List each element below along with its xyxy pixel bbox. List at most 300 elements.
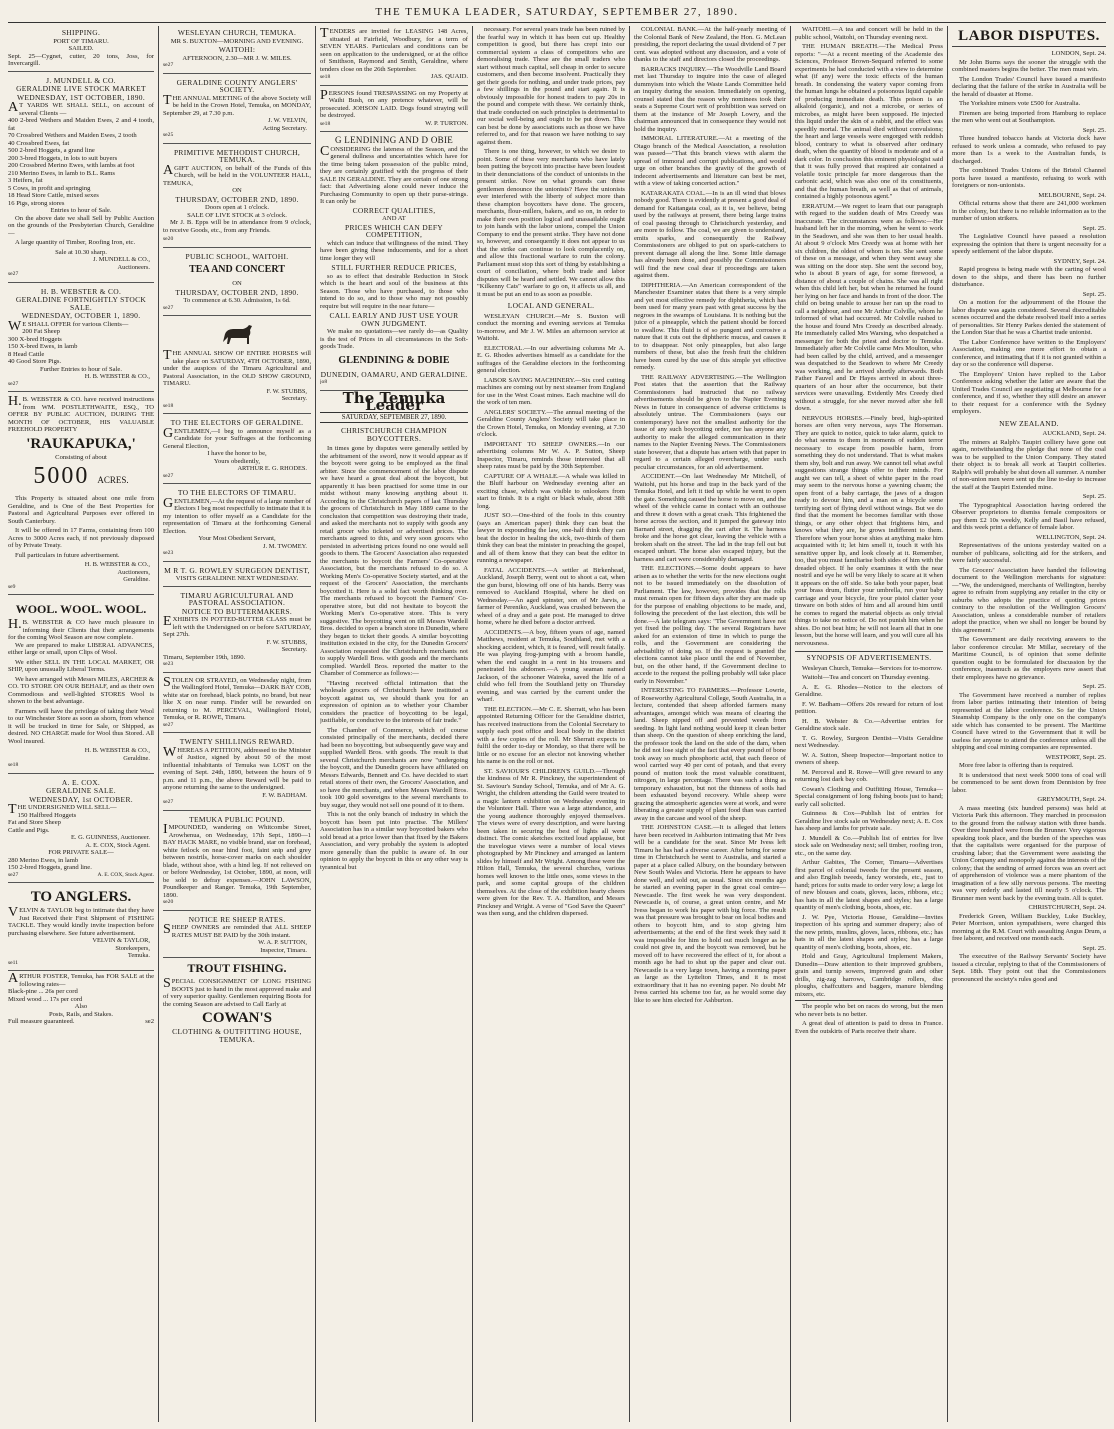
advert-title: PRIMITIVE METHODIST CHURCH, TEMUKA.	[173, 147, 301, 164]
horse-show-advert	[163, 318, 311, 414]
advert-text: GENTLEMEN,—At the request of a large number of Electors I beg most respectfully to intimate that it is my intention to offer myself as a Candidate for the representation of Timaru at the forthcoming General Election.	[163, 495, 311, 535]
column-rule	[315, 26, 316, 1422]
webster-stock-advert	[8, 285, 154, 393]
advert-subtitle: DUNEDIN, OAMARU, AND GERALDINE.	[320, 369, 468, 379]
dispatch-text: The Typographical Association having ordered the Observer proprietors to dismiss female compositors or pay them £2 10s weekly, Kelly and Basil have refused, and this week print a defiance of female labor.	[952, 501, 1106, 531]
advert-code: se18	[8, 762, 19, 768]
advert-headline: PRICES WHICH CAN DEFY COMPETITION,	[344, 222, 444, 239]
dispatch-dateline: Sept. 25.	[1082, 493, 1106, 500]
mundell-item: 200 Crossbred Merino Ewes, with lambs at foot	[8, 162, 135, 169]
news-item: LABOR SAVING MACHINERY.—Six cord cutting machines are coming out by next steamer from England for use in the West Coast mines. Each machine will do the work of ten men.	[477, 376, 625, 406]
advert-headline: TEA AND CONCERT	[189, 264, 285, 275]
advert-code: se27	[163, 799, 174, 805]
news-item: ERRATUM.—We regret to learn that our paragraph with regard to the sudden death of Mrs Creedy was inaccurate. The circumstances were as follows:—Her husband left her in the morning, when he went to work in the Seadown, and she was then to her usual health. At about 9 o'clock Mrs Creedy was at home with her six children, the oldest of whom is ten. She sent some of these on a message, and when they went away she was sitting on the door step. She sent the second boy, who is about 8 years of age, for some firewood, a distance of about a couple of chains. She was all right when this child left her, but when he returned he found her lying on her face and hands in front of the door. The child on being unable to arouse her ran up the road to call a neighbour, and one Mr Arthur Colville, whom he informed of what had occurred. Mr Colville rushed to the house and found Mrs Creedy as described already. He immediately called Mrs Warsing, who despatched a messenger for both the priest and doctor to Temuka. Immediately after Mr Colville came Mrs Moulton, who had been called by the child, arrived, and a messenger was despatched to the Seadown to where Mr Creedy was working, and he arrived shortly afterwards. Both Father Fauvel and Dr Hayes arrived in about three-quarters of an hour after the occurrence, but their services were unavailing. Evidently Mrs Creedy died without a struggle, for she never moved after she fell down.	[795, 202, 943, 412]
advert-text: WHEREAS A PETITION, addressed to the Minister of Justice, signed by about 50 of the most influential inhabitants of Temuka was LOST on the evening of Sept. 24th, 1890, between the hours of 9 p.m. and 11 p.m., the above Reward will be paid to anyone returning the same to the undersigned.	[163, 744, 311, 791]
page-masthead: THE TEMUKA LEADER, SATURDAY, SEPTEMBER 27, 1890.	[375, 6, 739, 18]
synopsis-item: Guinness & Cox—Publish list of entries for Geraldine live stock sale on Wednesday next; A. E. Cox has sheep and lambs for private sale.	[795, 810, 943, 832]
advert-text: ON	[232, 187, 242, 194]
news-item: ST. SAVIOUR'S CHILDREN'S GUILD.—Through the kindness of Mr R. Pinckney, the superintendent of St. Saviour's Sunday School, Temuka, and of Mr A. G. Wright, the children attending the Guild were treated to a magic lantern exhibition on Wednesday evening in the Volunteer Hall. There was a large attendance, and the young audience thoroughly enjoyed themselves. The views were of every description, and were having been taken in securing the best of lights all were distinct. The comic sketches excited loud applause, but the travelogue views were a number of local views photographed by Mr Pinckney and arranged as lantern slides by himself and Mr Wright. Among these were the Hilton Hall, Temuka, the several churches, various homes well known to the little ones, some views in the park, and some capital groups of the children themselves. At the close of the exhibition hearty cheers were given for the Rev. T. A. Hamilton, and Messrs Pinckney and Wright. A verse of "God Save the Queen" was then sung, and the children dispersed.	[477, 767, 625, 917]
advert-signature: Secretary.	[281, 395, 307, 402]
mundell-item: 200 3-bred Hoggets, in lots to suit buyers	[8, 154, 118, 162]
cox-private-item: 280 Merino Ewes, in lamb	[8, 856, 79, 864]
advert-signature: Secretary.	[281, 646, 307, 653]
dispatch-text: Mr John Burns says the sooner the struggle with the combined masters begins the better. The men must win.	[952, 58, 1106, 73]
trout-advert	[163, 960, 311, 1043]
advert-text: AFTERNOON, 2.30—MR J. W. MILES.	[182, 54, 292, 62]
news-item: DIPHTHERIA.—An American correspondent of the Manchester Examiner states that there is a very simple and yet most effective remedy for diphtheria, which has been used for many years past with great success by the negroes in the swamps of Louisiana. It is nothing but the juice of a pineapple, which the patient should be forced to swallow. This fluid is of so pungent and corrosive a nature that it cuts out the diphtheric mucus, and causes it to to disappear. Not only pineapples, but also large numbers of these, but also the fresh fruit the children have been cured by the use of this simple yet effective remedy.	[634, 281, 786, 371]
advert-text: It will be offered in 17 Farms, containing from 100 Acres to 3000 Acres each, if not previously disposed of by Private Treaty.	[8, 527, 154, 549]
advert-text: VELVIN & TAYLOR beg to intimate that they have Just Received their First Shipment of FISHING TACKLE. They would kindly invite inspection before purchasing elsewhere. See future advertisement.	[8, 905, 154, 937]
advert-text: AND AT	[382, 215, 406, 222]
advert-code	[8, 872, 154, 880]
advert-text: We either SELL IN THE LOCAL MARKET, OR SHIP, upon unusually Liberal Terms.	[8, 658, 154, 673]
mundell-item: 400 2-bred Wethers and Maiden Ewes, 2 and 4 tooth, fat	[8, 117, 154, 132]
advert-signature: W. P. TURTON.	[425, 119, 468, 127]
advert-headline: STILL FURTHER REDUCE PRICES,	[331, 263, 457, 272]
synopsis-item: Cowan's Clothing and Outfitting House, Temuka—Special consignment of long fishing boots just to hand; early call solicited.	[795, 785, 943, 808]
dispatch-text: The Labor Conference have written to the Employers' Association, making one more effort to obtain a conference, and intimating that if it is not granted within a day or so the conference will disperse.	[952, 338, 1106, 368]
webster-item: 300 X-bred Hoggets	[8, 335, 62, 343]
dispatch-text: The Grocers' Association have handed the following document to the Wellington merchants for signature:—"We, the undersigned, merchants of Wellington, hereby agree to refrain from supplying any retailer in the city or suburbs who adopts the practice of quoting prices contrary to the resolution of the Wellington Grocers' Association, unless a considerable number of retailers adopt the practice, when we shall no longer be bound by this agreement."	[952, 566, 1106, 634]
dispatch-text: The Legislative Council have passed a resolution expressing the opinion that there is urgent necessity for a speedy settlement of the labor dispute.	[952, 233, 1106, 255]
methodist-advert	[163, 146, 311, 248]
advert-date: THURSDAY, OCTOBER 2ND, 1890.	[175, 194, 299, 204]
advert-text: I have the honor to be,	[207, 450, 267, 457]
advert-title: TROUT FISHING.	[187, 961, 287, 975]
news-item: WESLEYAN CHURCH.—Mr S. Buxton will conduct the morning and evening services at Temuka to-morrow, and Mr J. W. Miles an afternoon service at Waitohi.	[477, 312, 625, 342]
advert-code: se20	[163, 236, 174, 242]
advert-text: SALE OF LIVE STOCK at 3 o'clock.	[187, 211, 287, 219]
advert-code: se27	[163, 721, 174, 728]
news-item: ACCIDENT.—On last Wednesday Mr Mitchell, of Waitohi, put his horse and trap in the back yard of the Temuka Hotel, and left it tied up while he went to open the gate. Something caused the horse to move on, and the wheel of the vehicle came in contact with an outhouse and threw it down with a great crash. This frightened the horse across the section, and it jumped the gateway into Barnard street, dragging the cart after it. The harness broke and the horse got clear, leaving the vehicle with a broken shaft on the street. The lad in the trap fell out but escaped unhurt. The horse also escaped injury, but the harness and cart were considerably damaged.	[634, 473, 786, 563]
advert-signature: H. B. WEBSTER & CO.,	[84, 561, 150, 568]
newspaper-date: SATURDAY, SEPTEMBER 27, 1890.	[320, 412, 468, 424]
trespass-advert	[320, 88, 468, 133]
advert-footer	[320, 73, 468, 82]
news-item: IMMORAL LITERATURE.—At a meeting of the Otago branch of the Medical Association, a resolution was passed—"That this branch views with alarm the spread of immoral and corrupt publications, and would urge on other branches the gravity of the growth of indecent advertisements and literature can best be met, with a view of taking concerted action."	[634, 135, 786, 187]
synopsis-item: Arthur Gabites, The Corner, Timaru—Advertises first parcel of colonial tweeds for the present season, and also English tweeds, fancy worsteds, etc., just to hand; prices for suits made to order very low; a large lot of new blouses and coats, gloves, laces, ribbons, etc.; has hats in all the latest shapes and styles; has a large quantity of men's clothing, boots, shoes, etc.	[795, 859, 943, 911]
raukapuka-advert	[8, 394, 154, 595]
advert-title: TO ANGLERS.	[30, 889, 132, 905]
glendining-advert	[320, 134, 468, 391]
news-item: COLONIAL BANK.—At the half-yearly meeting of the Colonial Bank of New Zealand, the Hon. G. McLean presiding, the report declaring the usual dividend of 7 per cent. was adopted without any discussion, and a vote of thanks to the staff and directors closed the proceedings.	[634, 26, 786, 63]
column-3	[320, 26, 468, 1424]
advert-text: Yours obediently,	[213, 457, 261, 465]
column-rule	[629, 26, 630, 1422]
dispatch-dateline: Sept. 25.	[1082, 683, 1106, 690]
editorial-paragraph: In times gone by disputes were generally settled by the arbitrament of the sword, now it would appear as if the boycott were going to be employed as the final arbiter. Since the commencement of the labor dispute we have heard a great deal about the boycott, but apparently it has been practised for some time in our midst without many knowing anything about it. According to the Christchurch papers of last Thursday the grocers of Christchurch in May 1889 came to the conclusion that competition was destroying their trade, and asked the merchants not to supply with goods any retail grocer who ticketed or advertised prices. The merchants agreed to this, and very soon grocers who persisted in advertising prices found no one would sell goods to them. The Grocers' Association also requested the merchants to boycott the Farmers' Co-operative Association, but the merchants refused to do so. A Working Men's Co-operative Society started, and at the request of the Grocers' Association, the merchants boycotted it. Here is a solid fact worth thinking over. The merchants refused to boycott the Farmers' Co-operative store, but did not hesitate to boycott the Working Men's Co-operative store. This is very suggestive. The boycotting went on till Messrs Wardell Bros. decided to open a branch store in Dunedin, where they began to ticket their goods. A similar boycotting institution existed in the city, for the Dunedin Grocers' Association requested the Christchurch merchants not to supply Wardell Bros. with goods and the merchants complied. Wardell Bros. reported the matter to the Chamber of Commerce as follows:—	[320, 445, 468, 677]
advert-code: se2	[145, 1018, 154, 1025]
advert-text: We have arranged with Messrs MILES, ARCHER & CO. TO STORE ON OUR BEHALF, and as their own Commodious and well-lighted STORES Wool is shown to the best advantage.	[8, 675, 154, 705]
advert-signature: J. MUNDELL & CO.,	[93, 256, 150, 263]
news-item: BARRACKS INQUIRY.—The Woodville Land Board met last Thursday to inquire into the case of alleged dummyism into which the Waste Lands Committee held an inquiry during the session. Immediately on opening, counsel stated that the reason why nominees took their seats a Supreme Court writ of prohibition was served on them at the instance of Mr Joseph Lowry, and the chairman announced that in consequence they would not hold the inquiry.	[634, 65, 786, 133]
column-rule	[947, 26, 948, 1422]
news-item: WAITOHI.—A tea and concert will be held in the public school, Waitohi, on Thursday evening next.	[795, 26, 943, 41]
stolen-advert	[163, 675, 311, 734]
advert-text: We are prepared to make LIBERAL ADVANCES, either large or small, upon Clips of Wool.	[8, 641, 154, 656]
dispatch-text: The London Trades' Council have issued a manifesto declaring that the failure of the strike in Australia will be the herald of disaster at Home.	[952, 75, 1106, 98]
tenders-advert	[320, 26, 468, 86]
advert-signature: H. B. WEBSTER & CO.,	[84, 747, 150, 754]
mundell-item: 5 Cows, in profit and springing	[8, 184, 91, 192]
masthead-rule	[8, 22, 1106, 23]
synopsis-item: M. Perceval and R. Rowe—Will give reward to any returning lost dark bay cob.	[795, 768, 943, 783]
advert-text: Doors open at 1 o'clock.	[205, 204, 269, 211]
news-item: THE ELECTION.—Mr C. E. Sherratt, who has been appointed Returning Officer for the Geraldine district, has received instructions from the Colonial Secretary to supply each post office and local body in the district with a few copies of the roll. Mr Sherratt expects to fulfil the order to-day or Monday, so that there will be little or no excuse for an elector not knowing whether his name is on the roll or not.	[477, 705, 625, 765]
news-item: THE RAILWAY ADVERTISING.—The Wellington Post states that the assertion that the Railway Commissioners had instructed that no railway advertisements should be given to the Napier Evening News in future in consequence of adverse criticisms is absolutely untrue. The Commissioners (says our contemporary) have not the smallest authority for the issue of any such boycotting order, nor has anyone any authority to make the alleged communication in their names to the Napier Evening News. The Commissioners state however, that a dispute has arisen with that paper in regard to a certain alleged overcharge, under such peculiar circumstances, for an old advertisement.	[634, 373, 786, 471]
synopsis-item: A. E. G. Rhodes—Notice to the electors of Geraldine.	[795, 683, 943, 698]
cox-advert	[8, 776, 154, 884]
advert-text: MR S. BUXTON—MORNING AND EVENING.	[170, 37, 304, 45]
shipping-notice	[8, 26, 154, 72]
advert-text: Your Most Obedient Servant,	[198, 535, 276, 542]
advert-text: Full particulars in future advertisement.	[15, 551, 120, 559]
advert-signature: Storekeepers,	[115, 944, 150, 952]
advert-text: PERSONS found TRESPASSING on my Property at Waihi Bush, on any pretence whatever, will be prosecuted. JOHSON LAID. Dogs found straying will be destroyed.	[320, 87, 468, 119]
cowan-name: COWAN'S	[201, 1010, 272, 1026]
filler-item: The people who bet on races do wrong, but the men who never bets is no better.	[795, 1003, 943, 1018]
advert-title: G LENDINING AND D OBIE	[334, 135, 454, 145]
column-4	[477, 26, 625, 1424]
dispatch-dateline: Sept. 25.	[1082, 224, 1106, 232]
advert-signature: J. M. TWOMEY.	[263, 542, 307, 550]
advert-signature: Auctioneers.	[117, 263, 150, 271]
mundell-item: 500 2-bred Hoggets, a grand line	[8, 147, 95, 154]
advert-text: SPECIAL CONSIGNMENT OF LONG FISHING BOOTS just to hand in the most approved make and of very superior quality. Gentlemen requiring Boots for the coming Season are advised to Call Early at	[163, 976, 311, 1008]
cox-item: Fat and Store Sheep	[8, 819, 61, 826]
advert-text: ON	[232, 280, 242, 287]
advert-text: so as to effect that desirable Reduction in Stock which is the heart and soul of the business at this Season. Those who have purchased, to those who intend to do so, and to those who may not possibly require but will require in the near future—	[320, 272, 468, 310]
advert-text: A large quantity of Timber, Roofing Iron, etc.	[15, 239, 136, 246]
advert-date: WEDNESDAY, 1ST OCTOBER, 1890.	[16, 92, 146, 102]
advert-text: Also	[74, 1003, 88, 1010]
webster-item: 8 Head Cattle	[8, 350, 45, 358]
advert-code: se18	[163, 402, 174, 409]
advert-text: which can induce that willingness of the mind. They have been giving these inducements, and for a short time longer they will	[320, 239, 468, 262]
anglers-advert	[8, 885, 154, 971]
advert-date: WEDNESDAY, OCTOBER 1, 1890.	[21, 311, 141, 320]
advert-code: se18	[320, 74, 331, 80]
synopsis-item: F. W. Badham—Offers 20s reward for return of lost petition.	[795, 700, 943, 715]
advert-code: se27	[8, 271, 19, 277]
mundell-item: 210 Merino Ewes, in lamb to B.L. Rams	[8, 169, 115, 177]
advert-date: Timaru, September 19th, 1890.	[163, 653, 246, 661]
dispatch-text: The Government are daily receiving answers to the labor conference circular. Mr Millar, secretary of the Maritime Council, is of opinion that some definite question ought to be formulated for discussion by the conference, inasmuch as the employers now assert that their employees have no grievance.	[952, 636, 1106, 681]
dispatch-text: Representatives of the unions yesterday waited on a number of publicans, soliciting aid for the strikers, and were fairly successful.	[952, 542, 1106, 564]
shipping-subtitle: PORT OF TIMARU.	[53, 37, 109, 45]
advert-title: WOOL. WOOL. WOOL.	[15, 602, 147, 616]
synopsis-item: W. A. Sutton, Sheep Inspector—Important notice to owners of sheep.	[795, 751, 943, 766]
dispatch-text: On a motion for the adjournment of the House the labor dispute was again considered. Several discreditable scenes occurred and the debate resolved itself into a series of personalities. Sir Henry Parkes denied the statement of the London Star that he was a Chartist trade unionist.	[952, 299, 1106, 336]
advert-signature: J. W. VELVIN,	[268, 117, 307, 124]
property-acres	[8, 464, 154, 492]
advert-code: se18	[320, 120, 331, 127]
property-name: 'RAUKAPUKA,'	[26, 435, 136, 452]
dispatch-dateline: LONDON, Sept. 24.	[1051, 50, 1106, 57]
news-item: ELECTORAL.—In our advertising columns Mr A. E. G. Rhodes advertises himself as a candidate for the suffrages of the Geraldine electors in the forthcoming general election.	[477, 344, 625, 374]
dispatch-text: The Government have received a number of replies from labor parties intimating their intention of being represented at the labor conference. So far the Union Steamship Company is the only one on the company's side which has consented to be present. The Maritime Council have wired to the Government that it will be useless for anyone to attend the conference unless all the shipping and coal mining companies are represented.	[952, 691, 1106, 751]
shipping-sailed: SAILED.	[68, 45, 94, 52]
synopsis-item: T. G. Rowley, Surgeon Dentist—Visits Geraldine next Wednesday.	[795, 734, 943, 749]
advert-text: THE ANNUAL MEETING of the above Society will be held in the Crown Hotel, Temuka, on MONDAY, September 29, at 7.30 p.m.	[163, 92, 311, 117]
advert-footer	[8, 1018, 154, 1026]
editorial-paragraph: There is one thing, however, to which we desire to point. Some of these very merchants who have lately been putting the boycott into practise have been loudest in their denunciations of the conduct of unionists in the present strike. Now on what grounds can these gentlemen denounce the unionists? Have the unionists ever interfered with the liberty of subject more than these champion boycotters have done. The grocers, merchants, flour-millers, bakers, and so on, in order to make their own position logical and unassailable ought to join hands with the labor unions, compel the Union Company to end the present strike. They have not done so, however, and consequently it does not appear to us that the strike can continue to look complacently on, and allow this fractional warfare to ruin the colony. Parliament must stop this sort of thing by establishing a court of conciliation, where both trade and labor disputes will be heard and settled. We cannot allow this "Kilkenny Cats" warfare to go on, it affects us all, and it must be put an end to as soon as possible.	[477, 148, 625, 298]
synopsis-item: Waitohi—Tea and concert on Thursday evening.	[802, 674, 930, 681]
dispatch-dateline: WESTPORT, Sept. 25.	[1045, 753, 1106, 761]
advert-signature: Geraldine.	[123, 754, 150, 762]
synopsis-heading: SYNOPSIS OF ADVERTISEMENTS.	[795, 651, 943, 662]
dispatch-text: The Yorkshire miners vote £500 for Australia.	[959, 100, 1081, 107]
column-5	[634, 26, 786, 1424]
dispatch-dateline: AUCKLAND, Sept. 24.	[1042, 430, 1106, 437]
editorial-paragraph: "Having received official intimation that the wholesale grocers of Christchurch have instituted a boycott against us, we should thank you for an expression of opinion as to whether your Chamber considers the practice of boycotting to be legal, justifiable, or conducive to the interests of fair trade."	[320, 679, 468, 724]
dispatch-text: The Employers' Union have replied to the Labor Conference asking whether the latter are aware that the United Trades Council are negotiating at Melbourne for a conference, and if so, whether they still desire an answer to their request for a conference with the Sydney employers.	[952, 370, 1106, 415]
advert-text: GENTLEMEN,—I beg to announce myself as a Candidate for your Suffrages at the forthcoming General Election,	[163, 425, 311, 450]
mundell-item: 18 Head Store Cattle, mixed sexes	[8, 192, 99, 199]
advert-subtitle: CLOTHING & OUTFITTING HOUSE, TEMUKA.	[172, 1027, 302, 1044]
news-item: THE JOHNSTON CASE.—It is alleged that letters have been received in Ashburton intimating that Mr Ives will be a candidate for the seat. Since Mr Ivess left Timaru he has had a diverse career. After being for some time in Christchurch he went to Australia, and started a paper at a place called Albury, on the boundary between New South Wales and Victoria. Here he appears to have done well, and sold out, as usual. Since six months ago he started an evening paper in the great coal centre—Newcastle. The first week he was very despondent. Newcastle is, of course, a great union centre, and Mr Ivess began to work his paper with big force. The result was that pressure was brought to bear on local bodies and others to boycott him, and to stop giving him advertisements; at the end of the first week they said it was impossible for him to hold out much longer as he could not give in, and the boycott was removed, but he moved off to have recovered the effect of it, for about a month ago he had to shut up the paper and clear out. Newcastle is a very large town, having a morning paper as large as the Lyttelton Times, and it is most extraordinary that it has no evening paper. No doubt Mr Ivess carried his scheme too far, as he would some day like to see him elected for Ashburton.	[634, 824, 786, 1004]
advert-code: se27	[163, 472, 174, 479]
news-item: CAPTURE OF A WHALE.—A whale was killed in the Bluff harbour on Wednesday evening after an exciting chase, which was visible to onlookers from start to finish. It is a right or black whale, about 38ft long.	[477, 472, 625, 510]
advert-intro: H.B. WEBSTER & CO. have received instructions from WM. POSTLETHWAITE, ESQ., TO OFFER BY PUBLIC AUCTION, DURING THE MONTH OF OCTOBER, HIS VALUABLE FREEHOLD PROPERTY	[8, 394, 154, 433]
dispatch-dateline: SYDNEY, Sept. 24.	[1053, 257, 1106, 265]
advert-title: GERALDINE FORTNIGHTLY STOCK SALE.	[15, 295, 147, 312]
news-item: NERVOUS HORSES.—Finely bred, high-spirited horses are often very nervous, says The Horseman. They are quick to notice, quick to take alarm, quick to do what seems to them in moments of sudden terror necessary to escape from possible harm, from something they do not understand. That is what makes them shy, bolt and run away. We cannot tell what awful suggestions strange things offer to their minds. For aught we can tell, a sheet of white paper in the road may seem to the nervous horse a yawning chasm; the open front of a baby carriage, the jaws of a dragon ready to devour him, and a man on a bicycle some terrifying sort of flying devil without wings. But we do find that the moment he becomes familiar with those things, or any other object that frightens him, and knows what they are, he grows indifferent to them. Therefore when your horse shies at anything make him acquainted with it; let him smell it, touch it with his sensitive upper lip, and look closely at it. Remember, too, that you must familiarise both sides of him with the dreaded object. If he only examines it with the near nostril and eye he will be very likely to scare at it when it appears on the off side. So take both your paper, beat your brass drum, flutter your umbrella, run your baby carriage and your bicycle, fire your pistol clatter your tinware on both sides of him and all around him until he comes to regard the material objects as only trivial things to take no notice of. Do not punish him when he shies. Do not beat him; he will not learn all that in one lesson, but the horse will learn, and you will cure all his nervousness.	[795, 414, 943, 647]
advert-date: THURSDAY, OCTOBER 2ND, 1890.	[175, 287, 299, 297]
labor-disputes-title: LABOR DISPUTES.	[952, 28, 1106, 47]
sheep-rates-advert	[163, 913, 311, 959]
dispatch-dateline: CHRISTCHURCH, Sept. 24.	[1028, 904, 1106, 911]
shipping-title: SHIPPING.	[61, 28, 101, 37]
editorial-paragraph: This is not the only branch of industry in which the boycott has been put into practise. The Millers' Association has in a similar way boycotted bakers who sold bread at a price lower than that fixed by the Bakers Association, and very probably the system is adopted more generally than the public is aware of. In our opinion to apply the boycott in this or any other way is tyrannical but	[320, 811, 468, 871]
advert-code-value: se27	[8, 871, 19, 878]
advert-title: TIMARU AGRICULTURAL AND PASTORAL ASSOCIATION.	[180, 590, 294, 607]
rowley-advert	[163, 564, 311, 587]
advert-signature: A. E. COX, Stock Agent.	[85, 841, 150, 849]
advert-firm: H. B. WEBSTER & CO.	[40, 286, 122, 296]
news-item: IMPORTANT TO SHEEP OWNERS.—In our advertising columns Mr W. A. P. Sutton, Sheep Inspector, Timaru, reminds those interested that all sheep rates must be paid by the 30th September.	[477, 440, 625, 470]
advert-title: GERALDINE COUNTY ANGLERS' SOCIETY.	[176, 77, 298, 94]
advert-text: CONSIDERING the lateness of the Season, and the general dullness and uncertainties which have for the time being taken possession of the public mind, they are certainly gratified with the progress of their SALE IN GERALDINE. They are certain of one strong fact: that Advertising alone could never induce the Purchasing Community to open up their purse-strings. It can only be	[320, 143, 468, 205]
advert-code: se11	[8, 959, 19, 966]
advert-code: se25	[163, 132, 174, 138]
news-item: ANGLERS' SOCIETY.—The annual meeting of the Geraldine County Anglers' Society will take place in the Crown Hotel, Temuka, on Monday evening, at 7.30 o'clock.	[477, 408, 625, 438]
advert-entries: Entries to hour of Sale.	[50, 207, 112, 214]
advert-text: We make no quotations—we rarely do—as Quality is the test of Prices in all circumstances in the Soft-goods Trade.	[320, 328, 468, 350]
advert-signature: F. W. BADHAM.	[262, 791, 307, 799]
dispatch-dateline: GREYMOUTH, Sept. 24.	[1037, 796, 1106, 803]
advert-time: Sale at 10.30 sharp.	[55, 248, 107, 256]
advert-text: H.B. WEBSTER & CO have much pleasure in informing their Clients that their arrangements for the coming Wool Season are now complete.	[8, 617, 154, 641]
advert-code: se27	[8, 380, 19, 387]
foster-advert	[8, 973, 154, 1026]
advert-signature: A. E. COX, Stock Agent.	[97, 871, 154, 878]
editorial-paragraph: necessary. For several years trade has been ruined by the fearful way in which it has been cut up. Healthy competition is good, but there has crept into our commercial system a class of competitors who are demoralising trade. These are the small traders who start without much capital, sell cheap in order to secure customers, and then become insolvent. Practically they get their goods for nothing, and under trade prices, pay a few shillings in the pound and start again. It is obviously impossible for honest traders to pay 20s in the pound and compete with these. We certainly think, that trade conducted on such principles is detrimental to our social well-being and ought to be put down. This can best be done by associations such as those we have referred to, and for that reason we have nothing to say against them.	[477, 26, 625, 146]
advert-subtitle: NOTICE TO BUTTERMAKERS.	[181, 606, 293, 616]
advert-signature: H. B. WEBSTER & CO.,	[84, 373, 150, 380]
editorial-paragraph: The Chamber of Commerce, which of course consisted principally of the merchants, decided there had been no boycotting, but subsequently gave way and supplied Wardell Bros. with goods. The result is that several Christchurch merchants are now "undergoing the boycott, and the Dunedin grocers have affiliated on Messrs Edwards, Bennett and Co. have decided to start retail stores of their own, the Grocers' Association, and so have the merchants, and when Messrs Wardell Bros. took 100 gold sovereigns to the several merchants to buy sugar, they would not sell one pound of it to them.	[320, 726, 468, 809]
advert-subtitle: WAITOHI:	[218, 45, 256, 54]
advert-text: Posts, Rails, and Stakes.	[48, 1010, 114, 1018]
synopsis-item: H. B. Webster & Co.—Advertise entries for Geraldine stock sale.	[795, 717, 943, 732]
webster-item: 200 Fat Sheep	[22, 328, 60, 335]
dispatch-dateline: Sept. 25.	[1082, 126, 1106, 134]
news-item: JUST SO.—One-third of the fools in this country (says an American paper) think they can beat the lawyer in expounding the law, one-half think they can beat the doctor in healing the sick, two-thirds of them think they can beat the minister in preaching the gospel, and all of them know that they can beat the editor in running a newspaper.	[477, 512, 625, 564]
dispatch-text: Three hundred tobacco hands at Victoria dock have refused to work unless a comrade, who refused to pay more than 1s a week to the Australian funds, is discharged.	[952, 135, 1106, 165]
dispatch-text: Rapid progress is being made with the carting of wool down to the ships, and there has been no further disturbance.	[952, 266, 1106, 288]
advert-title: TO THE ELECTORS OF TIMARU.	[177, 488, 297, 497]
advert-title: GERALDINE SALE.	[46, 786, 116, 795]
synopsis-item: J. Mundell & Co.—Publish list of entries for live stock sale on Wednesday next; sell timber, roofing iron, etc., on the same day.	[795, 834, 943, 857]
acres-label: ACRES.	[97, 475, 129, 485]
foster-item: Mixed wood ... 17s per cord	[8, 995, 83, 1003]
news-item: FATAL ACCIDENTS.—A settler at Birkenhead, Auckland, Joseph Berry, went out to shoot a cat, when the gun burst, blowing off one of his hands. Berry was removed to Auckland Hospital, where he died on Wednesday.—An aged spinster, son of Mr Jarvis, a farmer of Pereniko, Auckland, was crushed between the wheel of a dray and a gate post. He managed to drive home, where he died before a doctor arrived.	[477, 566, 625, 626]
advert-text: This Property is situated about one mile from Geraldine, and is One of the Best Properties for Pastoral and Agricultural Purposes ever offered in South Canterbury.	[8, 495, 154, 525]
advert-code: jo8	[320, 379, 328, 385]
butter-advert	[163, 589, 311, 673]
dispatch-region-heading: NEW ZEALAND.	[999, 418, 1059, 428]
mundell-item: 70 Crossbred Wethers and Maiden Ewes, 2 tooth	[8, 132, 137, 139]
advert-text: On the above date we shall Sell by Public Auction on the grounds of the Presbyterian Church, Geraldine—	[8, 214, 154, 237]
advert-title: WESLEYAN CHURCH, TEMUKA.	[177, 28, 297, 37]
mundell-advert	[8, 74, 154, 283]
advert-text: STOLEN OR STRAYED, on Wednesday night, from the Wallingford Hotel, Temuka—DARK BAY COB, white star on forehead, black points, no brand, but near like X on near rump. Finder will be rewarded on returning to M. PERCEVAL, Wallingford Hotel, Temuka, or R. ROWE, Timaru.	[163, 674, 311, 721]
anglers-society-advert	[163, 76, 311, 144]
cox-item: Cattle and Pigs.	[8, 826, 50, 834]
news-item: THE ELECTIONS.—Some doubt appears to have arisen as to whether the writs for the new elections ought not to be issued immediately on the dissolution of Parliament. The law, however, provides that the rolls must remain open for fifteen days after they are made up for the purpose of enabling objections to be made, and, following the precedent of the last election, this will be done.—A late telegram says: "The Government have not yet fixed the polling day. The several Registrars have asked for an extension of time in which to purge the rolls, and the Government are considering the advisability of doing so. If the request is granted the elections cannot take place until the end of November, but, on the other hand, if the Government decline to accede to the request the polling probably will take place early in November."	[634, 565, 786, 685]
advert-headline: CALL EARLY AND JUST USE YOUR OWN JUDGMENT.	[329, 311, 459, 328]
advert-title: GERALDINE LIVE STOCK MARKET	[16, 84, 146, 93]
advert-signature: ARTHUR E. G. RHODES.	[237, 465, 307, 472]
advert-code: se27	[163, 62, 174, 68]
mundell-item: 16 Pigs, strong stores	[8, 199, 65, 207]
dispatch-text: It is understood that next week 5000 tons of coal will be commenced to be sent down from Denniston by free labor.	[952, 771, 1106, 794]
advert-code: se23	[163, 661, 174, 667]
advert-title: TWENTY SHILLINGS REWARD.	[179, 737, 295, 746]
advert-code: se20	[163, 899, 174, 905]
school-concert-advert	[163, 250, 311, 317]
advert-firm: A. E. COX.	[61, 777, 101, 787]
advert-signature: Geraldine.	[123, 576, 150, 583]
wesleyan-advert	[163, 26, 311, 74]
advert-text: IMPOUNDED, wandering on Whitcombe Street, Arowhenua, on Wednesday, 17th Sept., 1890—1 BAY HACK MARE, no visible brand, star on forehead, white fetlock on near hind foot, faint snip and grey between nostrils, horse-cover marks on each shoulder blade, without shoe, with a hind leg. If not relieved on or before Wednesday, 1st October, 1890, at noon, will be sold to defray expenses.—JOHN LAWSON, Poundkeeper and Ranger. Temuka, 19th September, 1890.	[163, 822, 311, 899]
advert-title: TO THE ELECTORS OF GERALDINE.	[170, 418, 304, 427]
advert-title: M R T. G. ROWLEY SURGEON DENTIST,	[164, 565, 310, 575]
column-2	[163, 26, 311, 1424]
advert-signature: E. G. GUINNESS, Auctioneer.	[71, 834, 150, 841]
advert-text: Consisting of about	[55, 453, 107, 461]
advert-title: TEMUKA PUBLIC POUND.	[189, 814, 285, 824]
labor-dispatch-list	[952, 50, 1106, 983]
advert-intro: WE SHALL OFFER for various Clients—	[8, 318, 129, 334]
advert-signature: Inspector, Timaru.	[260, 946, 307, 954]
webster-item: 40 Good Store Pigs.	[8, 358, 62, 365]
cox-item: 150 Halfbred Hoggets	[17, 811, 77, 819]
advert-text: Further Entries to hour of Sale.	[39, 365, 123, 373]
dispatch-dateline: WELLINGTON, Sept. 24.	[1035, 533, 1106, 541]
newspaper-nameplate: The Temuka Leader	[342, 388, 446, 414]
advert-headline: CORRECT QUALITIES,	[352, 205, 436, 215]
rhodes-advert	[163, 416, 311, 484]
advert-footer	[320, 120, 468, 129]
advert-signature: F. W. STUBBS,	[266, 638, 307, 646]
editorial-headline: CHRISTCHURCH CHAMPION BOYCOTTERS.	[340, 426, 448, 443]
foster-item: Black-pine ... 26s per cord	[8, 988, 78, 995]
advert-signature: Acting Secretary.	[262, 124, 307, 132]
wool-advert	[8, 597, 154, 774]
dispatch-text: Firemen are being imported from Hamburg to replace the men who went out at Southampton.	[952, 109, 1106, 124]
advert-text: Full measure guaranteed.	[8, 1018, 75, 1025]
filler-item: A great deal of attention is paid to dress in France. Even the outskirts of Paris receive their share.	[795, 1020, 943, 1035]
column-7	[952, 26, 1106, 1424]
advert-text: SHEEP OWNERS are reminded that ALL SHEEP RATES MUST BE PAID by the 30th instant.	[163, 922, 311, 939]
advert-intro: AT YARDS WE SHALL SELL, on account of several Clients —	[8, 100, 154, 117]
advert-text: ARTHUR FOSTER, Temuka, has FOR SALE at the following rates—	[8, 971, 154, 988]
news-item: INTERESTING TO FARMERS.—Professor Lowrie, of Roseworthy Agricultural College, South Australia, in a lecture, contended that sheep afforded farmers many advantages, amongst which was means of clearing the land. Sheep nipped off and prevented weeds from seeding. In light land nothing would keep it clean better than sheep. On the question of sheep enriching the land, the professor took the land on the side of the dam, when he did not lose sight of the fact that every pound of bone took away so much phosphoric acid, that each fleece of wool carried way 40 per cent of potash, and that every pound of mutton took the most valuable constituent, nitrogen, in large percentage. There was such a thing as temporary exhaustion, but not the thinness of soils had been exhausted beyond recovery. While sheep were grazing the atmospheric agencies were at work, and were liberating a greater supply of plant food than was carried away in the carcase and wool of the sheep.	[634, 687, 786, 822]
advert-code: se27	[163, 304, 174, 311]
dispatch-text: Official returns show that there are 241,000 workmen in the colony, but there is no reliable information as to the number of union strikers.	[952, 200, 1106, 222]
dispatch-text: The combined Trades Unions of the Bristol Channel ports have issued a manifesto, refusing to work with foreigners or non-unionists.	[952, 167, 1106, 189]
local-general-heading: LOCAL AND GENERAL.	[507, 301, 595, 310]
news-item: ACCIDENTS.—A boy, fifteen years of age, named Matthews, resident at Temuka, Southland, met with a shocking accident, which, it is feared, will result fatally. He was playing frog-jumping with a broom handle, when the end caught in a rent in his trousers and penetrated his abdomen.—A young seaman named Jackson, of the schooner Waireka, saved the life of a child who fell from the Southland jetty on Thursday evening, and was carried by the current under the wharf.	[477, 628, 625, 703]
advert-signature: F. W. STUBBS,	[266, 387, 307, 395]
advert-code: se9	[8, 583, 16, 590]
column-1	[8, 26, 154, 1424]
column-rule	[158, 26, 159, 1422]
shipping-text: Sept. 25—Cygnet, cutter, 20 tons, Joss, for Invercargill.	[8, 52, 154, 67]
column-rule	[790, 26, 791, 1422]
advert-text: Farmers will have the privilege of taking their Wool to our Winchester Store as soon as shorn, from whence it will be trucked in time for Sale, or Shipped, as desired. NO CHARGE made for Wool thus Stored. All Wool insured.	[8, 707, 154, 745]
webster-item: 150 X-bred Ewes, in lamb	[8, 343, 78, 350]
horse-illustration	[217, 322, 257, 348]
advert-title: NOTICE RE SHEEP RATES.	[188, 914, 286, 924]
advert-signature: VELVIN & TAYLOR,	[92, 937, 150, 944]
synopsis-item: J. W. Pye, Victoria House, Geraldine—Invites inspection of his spring and summer drapery; also of the new prints, muslins, gloves, laces, ribbons, etc.; has hats in all the latest shapes and styles; has a large quantity of men's clothing, boots, shoes, etc.	[795, 913, 943, 951]
advert-title: FOR PRIVATE SALE—	[48, 849, 114, 856]
news-item: THE HUMAN BREATH.—The Medical Press reports: "—At a recent meeting of the Academie des Sciences, Professor Brown-Sequard referred to some experiments he had conducted with a view to determine what (if any) were the toxic effects of the human breath. In condensing the watery vapor coming from the human lungs he obtained a poisonous liquid capable of producing immediate death. This poison is an alkaloid (organic), and not a microbe, or series of microbes, as might have been supposed. He injected this liquid under the skin of a rabbit, and the effect was speedily mortal. The animal died without convulsions; the heart and large vessels were engorged with reddish blood, contrary to what is observed after ordinary death, when the quantity of blood is moderate and of a dark color. In conclusion this eminent physiologist said that it was fully proved that respired air contained a volatile toxic principle far more dangerous than the carbonic acid, which was also one of its constituents, and that the human breath, as well as that of animals, contained a highly poisonous agent."	[795, 43, 943, 200]
divider	[795, 1000, 943, 1001]
advert-date: WEDNESDAY, 1st OCTOBER.	[29, 794, 133, 804]
dispatch-text: More free labor is offering than is required.	[959, 762, 1074, 769]
advert-text: VISITS GERALDINE NEXT WEDNESDAY.	[175, 575, 299, 582]
advert-intro: THE UNDERSIGNED WILL SELL—	[8, 802, 117, 817]
advert-text: TENDERS are invited for LEASING 148 Acres, situated at Fairfield, Woodbury, for a term of SEVEN YEARS. Particulars and conditions can be seen on application to the undersigned, or at the office of Smithson, Raymond and Smith, Geraldine, where tenders close on the 26th September.	[320, 26, 468, 73]
column-rule	[472, 26, 473, 1422]
synopsis-item: Hold and Gray, Agricultural Implement Makers, Dunedin—Draw attention to their improved grubbers, grain and turnip sowers, improved grain and other drills, zig-zag harrows, Cambridge rollers, disc ploughs, chaffcutters and baggers, manure blending mixers, etc.	[795, 953, 943, 998]
news-item: KATARAKATA COAL.—In is an ill wind that blows nobody good. There is evidently at present a good deal of demand for Kaitangata coal, as it is, we believe, being used by the railways at present, there being large trains of coal passing through to Christchurch yesterday, and are more to follow. The coal, we are given to understand, emits sparks, and consequently the Railway Commissioners are obliged to put on spark-catchers to prevent damage all along the line. Some little damage has already been done, and possibly the Commissioners will find the new coal dear if proceedings are taken against them.	[634, 189, 786, 279]
mundell-item: 40 Crossbred Ewes, fat	[8, 139, 70, 147]
synopsis-item: Wesleyan Church, Temuka—Services for to-morrow.	[802, 664, 943, 672]
reward-advert	[163, 735, 311, 811]
column-6	[795, 26, 943, 1424]
mundell-item: 3 Heifers, fat	[8, 177, 43, 184]
pound-advert	[163, 813, 311, 911]
advert-signature: Temuka.	[127, 952, 150, 959]
dispatch-dateline: MELBOURNE, Sept. 24.	[1038, 191, 1106, 199]
advert-signature: W. A. P. SUTTON,	[258, 939, 307, 946]
dispatch-text: The miners at Ralph's Taupiri colliery have gone out again, notwithstanding the pledge that none of the coal was to be supplied to the Union Company. They stated their object is to break all work at Taupiri collieries. Ralph's will probably be shut down all summer. A number of non-union men were sent up the line to-day to increase the staff at the Taupiri Extended mine.	[952, 438, 1106, 491]
advert-code: se23	[163, 550, 174, 556]
advert-text: EXHIBITS IN POTTED-BUTTER CLASS must be left with the Undersigned on or before SATURDAY, Sept 27th.	[163, 614, 311, 638]
twomey-advert	[163, 486, 311, 562]
dispatch-text: The executive of the Railway Servants' Society have issued a circular, replying to that of the Commissioners of Sept. 18th. They point out that the Commissioners pronounced the society's rules good and	[952, 953, 1106, 983]
advert-title: PUBLIC SCHOOL, WAITOHI.	[185, 251, 289, 261]
advert-text: Mr J. B. Epps will be in attendance from 9 o'clock, to receive Goods, etc., from any Friends.	[163, 219, 311, 234]
advert-text: To commence at 6.30. Admission, 1s 6d.	[183, 297, 291, 304]
glendining-logo: GLENDINING & DOBIE	[338, 354, 450, 366]
dispatch-dateline: Sept. 25.	[1082, 290, 1106, 298]
advert-text: AGIFT AUCTION, on behalf of the Funds of this Church, will be held in the VOLUNTEER HALL, TEMUKA,	[163, 162, 311, 187]
